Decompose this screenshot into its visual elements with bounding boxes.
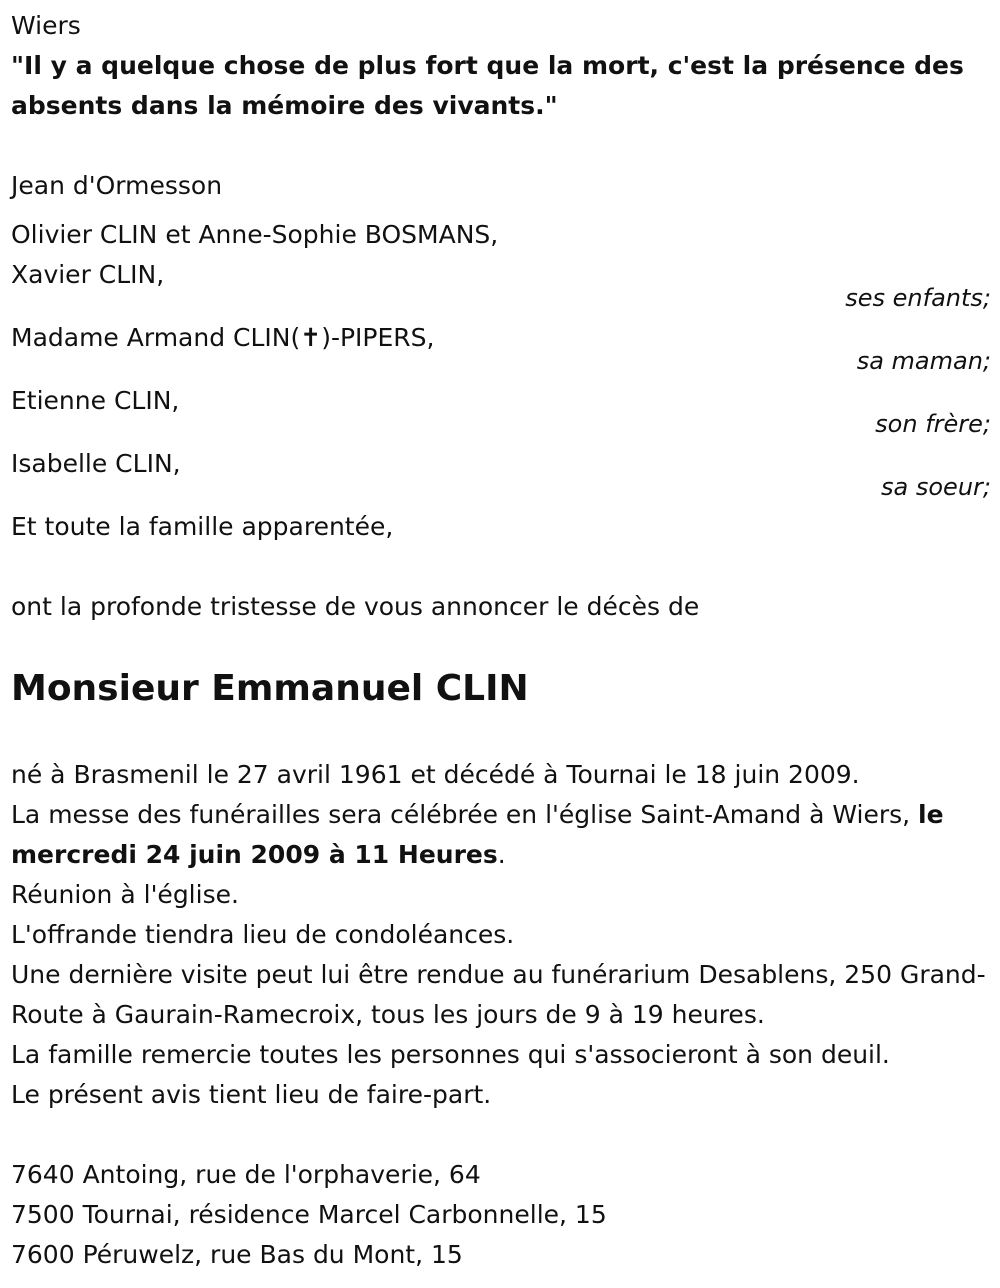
brother-line: Etienne CLIN, — [11, 386, 180, 415]
details-block — [11, 755, 991, 1115]
header-block — [11, 6, 991, 126]
family-block — [11, 215, 991, 295]
visit-text: Une dernière visite peut lui être rendue au funérarium Desablens, 250 Grand-Route à Gaurain-Ramecroix, tous les jours de 9 à 19 heures. — [11, 960, 986, 1029]
brother-role: son frère; — [875, 410, 991, 438]
thanks-text: La famille remercie toutes les personnes qui s'associeront à son deuil. — [11, 1040, 890, 1069]
address-2: 7500 Tournai, résidence Marcel Carbonnelle, 15 — [11, 1200, 607, 1229]
mother-line: Madame Armand CLIN(✝)-PIPERS, — [11, 323, 435, 352]
deceased-name: Monsieur Emmanuel CLIN — [11, 668, 529, 709]
funeral-date: le mercredi 24 juin 2009 à 11 Heures — [11, 800, 944, 869]
announcement-intro: ont la profonde tristesse de vous annoncer le décès de — [11, 592, 700, 621]
children-role: ses enfants; — [845, 284, 991, 312]
children-line-2: Xavier CLIN, — [11, 260, 165, 289]
funeral-text-main: La messe des funérailles sera célébrée en l'église Saint-Amand à Wiers, — [11, 800, 919, 829]
mother-role: sa maman; — [856, 347, 991, 375]
notice-text: Le présent avis tient lieu de faire-part. — [11, 1080, 492, 1109]
meeting-text: Réunion à l'église. — [11, 880, 239, 909]
quote-text: "Il y a quelque chose de plus fort que la mort, c'est la présence des absents dans la mémoire des vivants." — [11, 51, 964, 120]
extended-family-line: Et toute la famille apparentée, — [11, 512, 394, 541]
funeral-text-end: . — [497, 840, 506, 869]
quote-author: Jean d'Ormesson — [11, 171, 223, 200]
place-name: Wiers — [11, 11, 81, 40]
addresses-block — [11, 1155, 991, 1275]
sister-role: sa soeur; — [881, 473, 991, 501]
offering-text: L'offrande tiendra lieu de condoléances. — [11, 920, 515, 949]
quote-author-block — [11, 166, 991, 206]
funeral-text — [11, 795, 991, 875]
address-1: 7640 Antoing, rue de l'orphaverie, 64 — [11, 1160, 481, 1189]
birth-death-text: né à Brasmenil le 27 avril 1961 et décédé à Tournai le 18 juin 2009. — [11, 760, 860, 789]
children-line-1: Olivier CLIN et Anne-Sophie BOSMANS, — [11, 220, 499, 249]
address-3: 7600 Péruwelz, rue Bas du Mont, 15 — [11, 1240, 463, 1269]
sister-line: Isabelle CLIN, — [11, 449, 181, 478]
